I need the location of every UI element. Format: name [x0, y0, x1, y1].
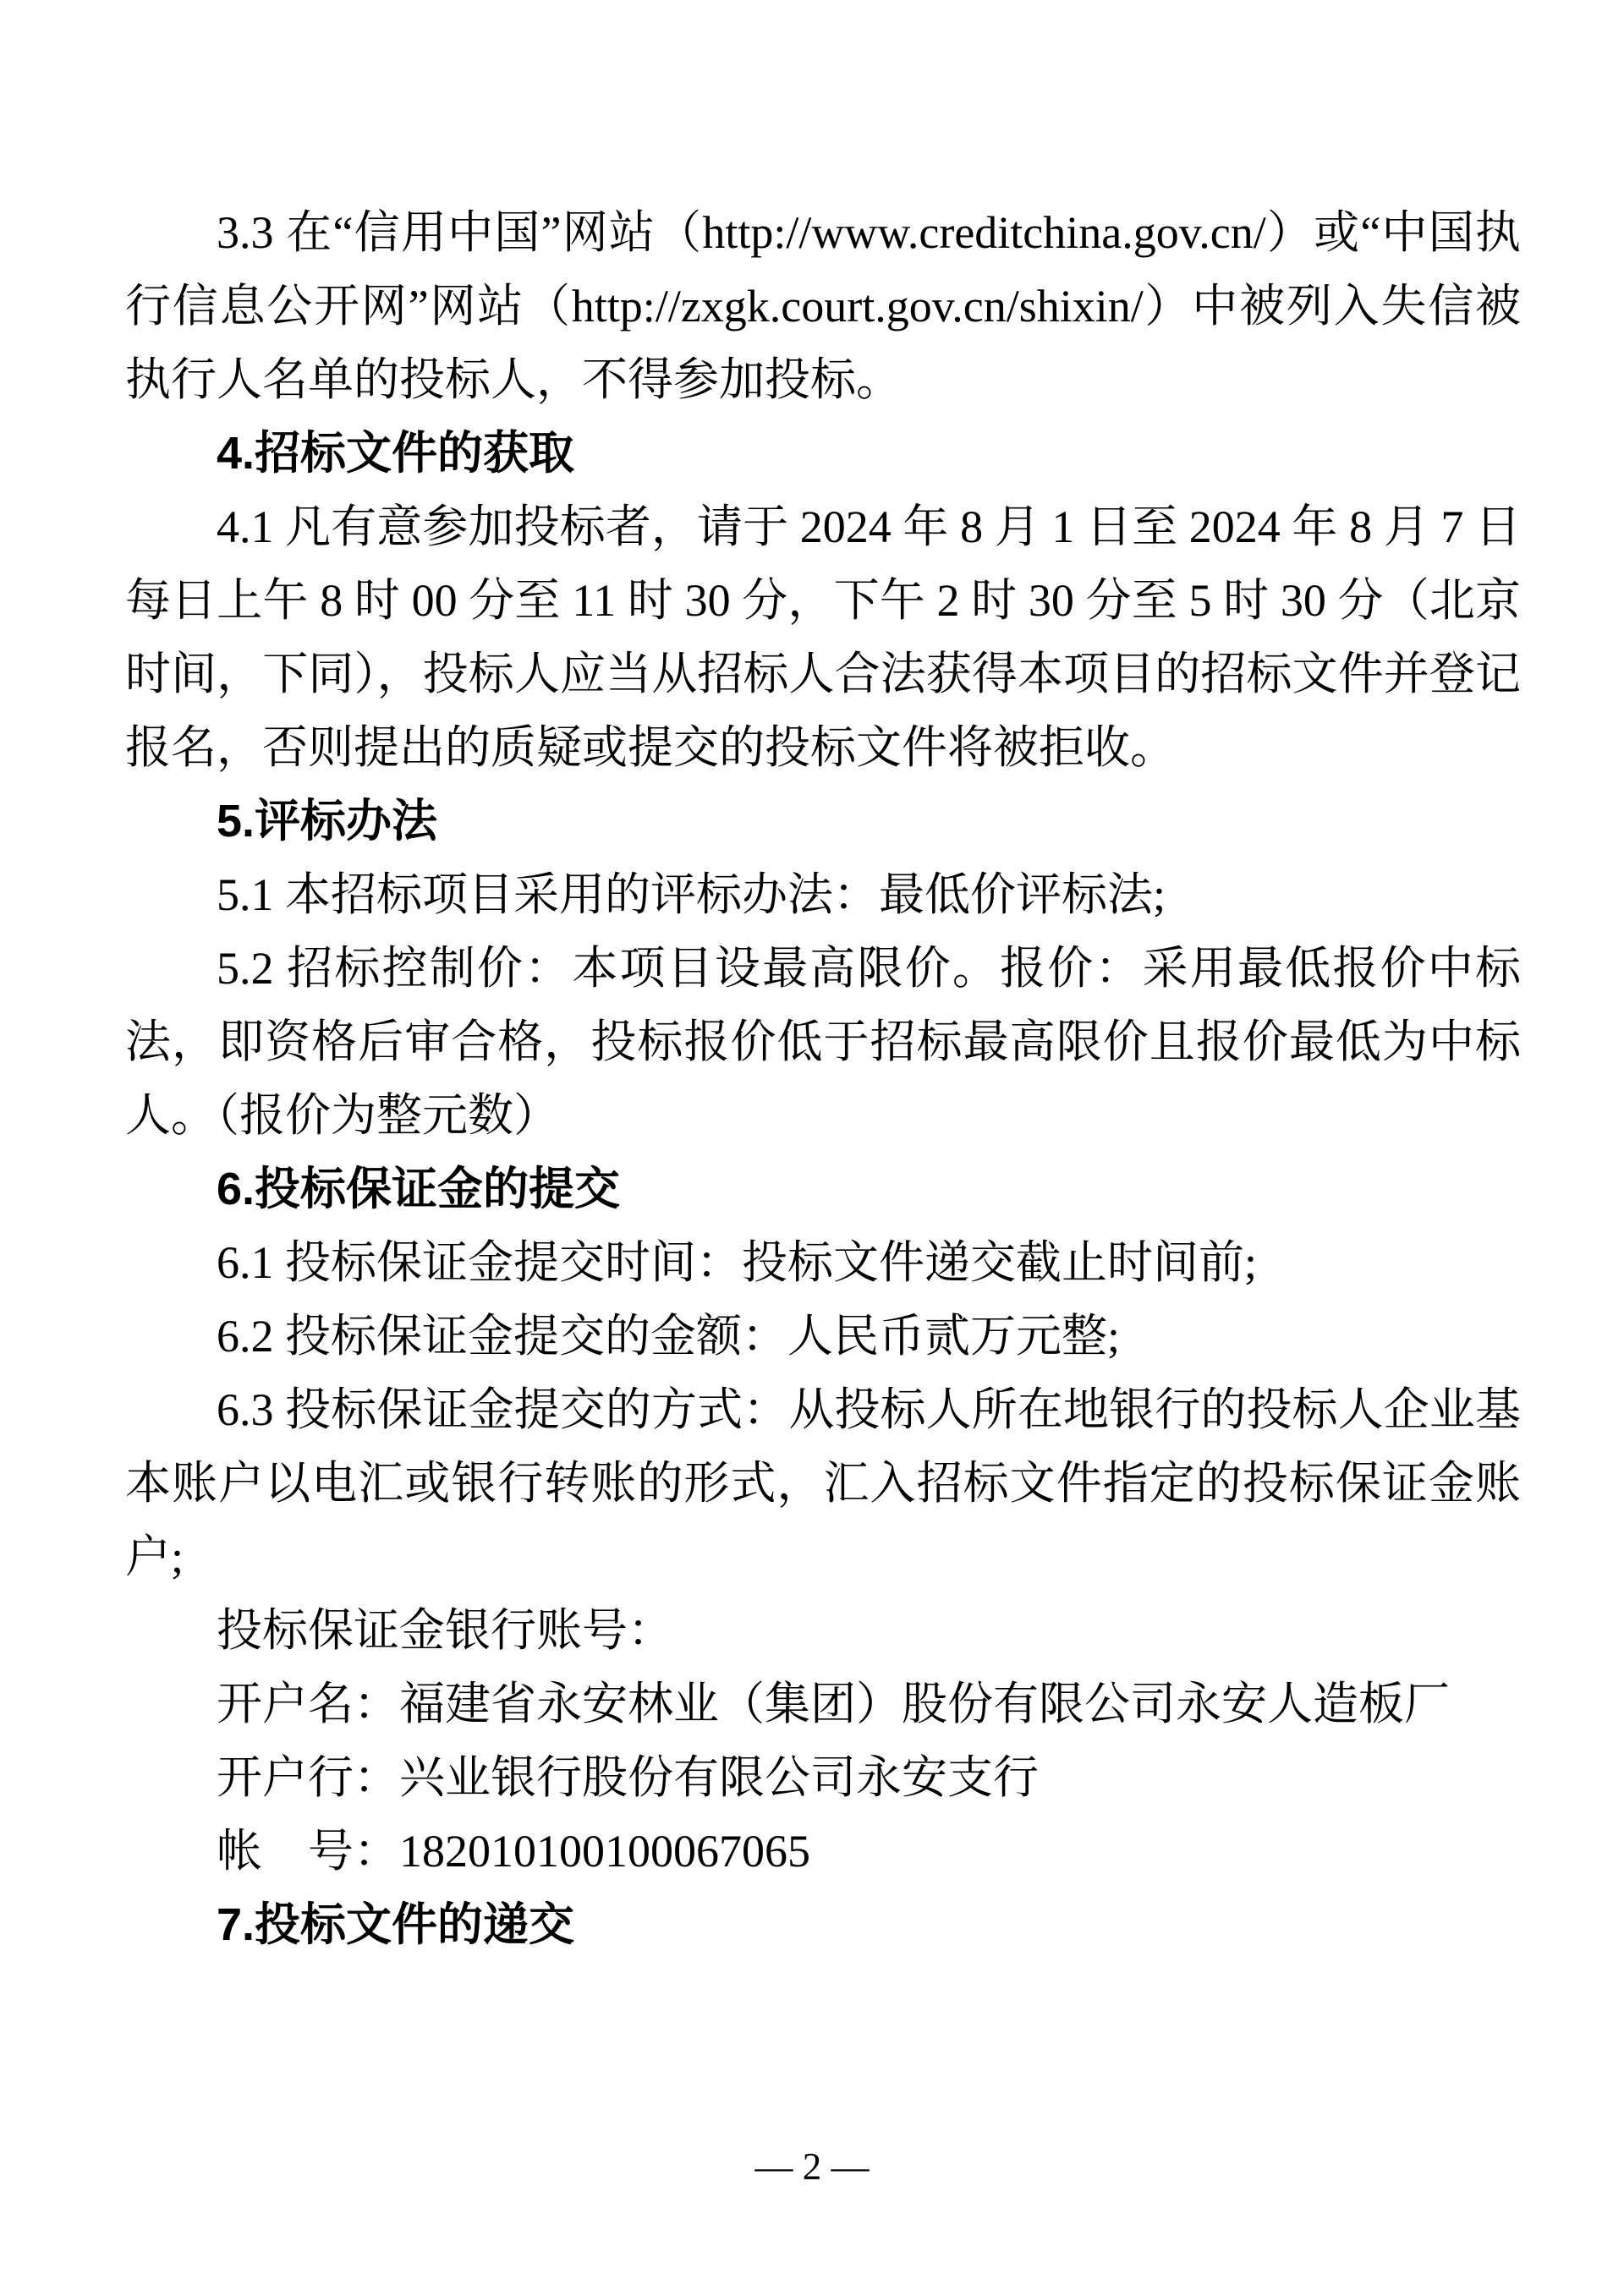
document-body [125, 196, 1521, 1962]
paragraph: 开户名：福建省永安林业（集团）股份有限公司永安人造板厂 [217, 1679, 1450, 1729]
paragraph: 6.1 投标保证金提交时间：投标文件递交截止时间前; [217, 1237, 1258, 1288]
paragraph: 开户行：兴业银行股份有限公司永安支行 [217, 1752, 1039, 1803]
page-number: — 2 — [754, 2145, 870, 2188]
paragraph: 6.3 投标保证金提交的方式：从投标人所在地银行的投标人企业基本账户以电汇或银行转账的形式，汇入招标文件指定的投标保证金账户; [125, 1384, 1521, 1582]
paragraph: 投标保证金银行账号： [217, 1605, 673, 1656]
paragraph: 5.1 本招标项目采用的评标办法：最低价评标法; [217, 869, 1166, 920]
paragraph: 5.2 招标控制价：本项目设最高限价。报价：采用最低报价中标法，即资格后审合格，投标报价低于招标最高限价且报价最低为中标人。（报价为整元数） [125, 943, 1521, 1141]
section-heading: 4.招标文件的获取 [217, 428, 575, 479]
section-heading: 7.投标文件的递交 [217, 1899, 575, 1950]
paragraph: 3.3 在“信用中国”网站（http://www.creditchina.gov.cn/）或“中国执行信息公开网”网站（http://zxgk.court.gov.cn/shixin/）中被列入失信被执行人名单的投标人，不得参加投标。 [125, 207, 1521, 405]
paragraph: 6.2 投标保证金提交的金额：人民币贰万元整; [217, 1311, 1121, 1362]
paragraph: 帐 号：182010100100067065 [217, 1826, 810, 1877]
section-heading: 5.评标办法 [217, 796, 438, 847]
paragraph: 4.1 凡有意参加投标者，请于 2024 年 8 月 1 日至 2024 年 8 月 7 日每日上午 8 时 00 分至 11 时 30 分，下午 2 时 30 分至 5 时 30 分（北京时间，下同），投标人应当从招标人合法获得本项目的招标文件并登记报名，否则提出的质疑或提交的投标文件将被拒收。 [125, 501, 1521, 773]
section-heading: 6.投标保证金的提交 [217, 1164, 621, 1214]
